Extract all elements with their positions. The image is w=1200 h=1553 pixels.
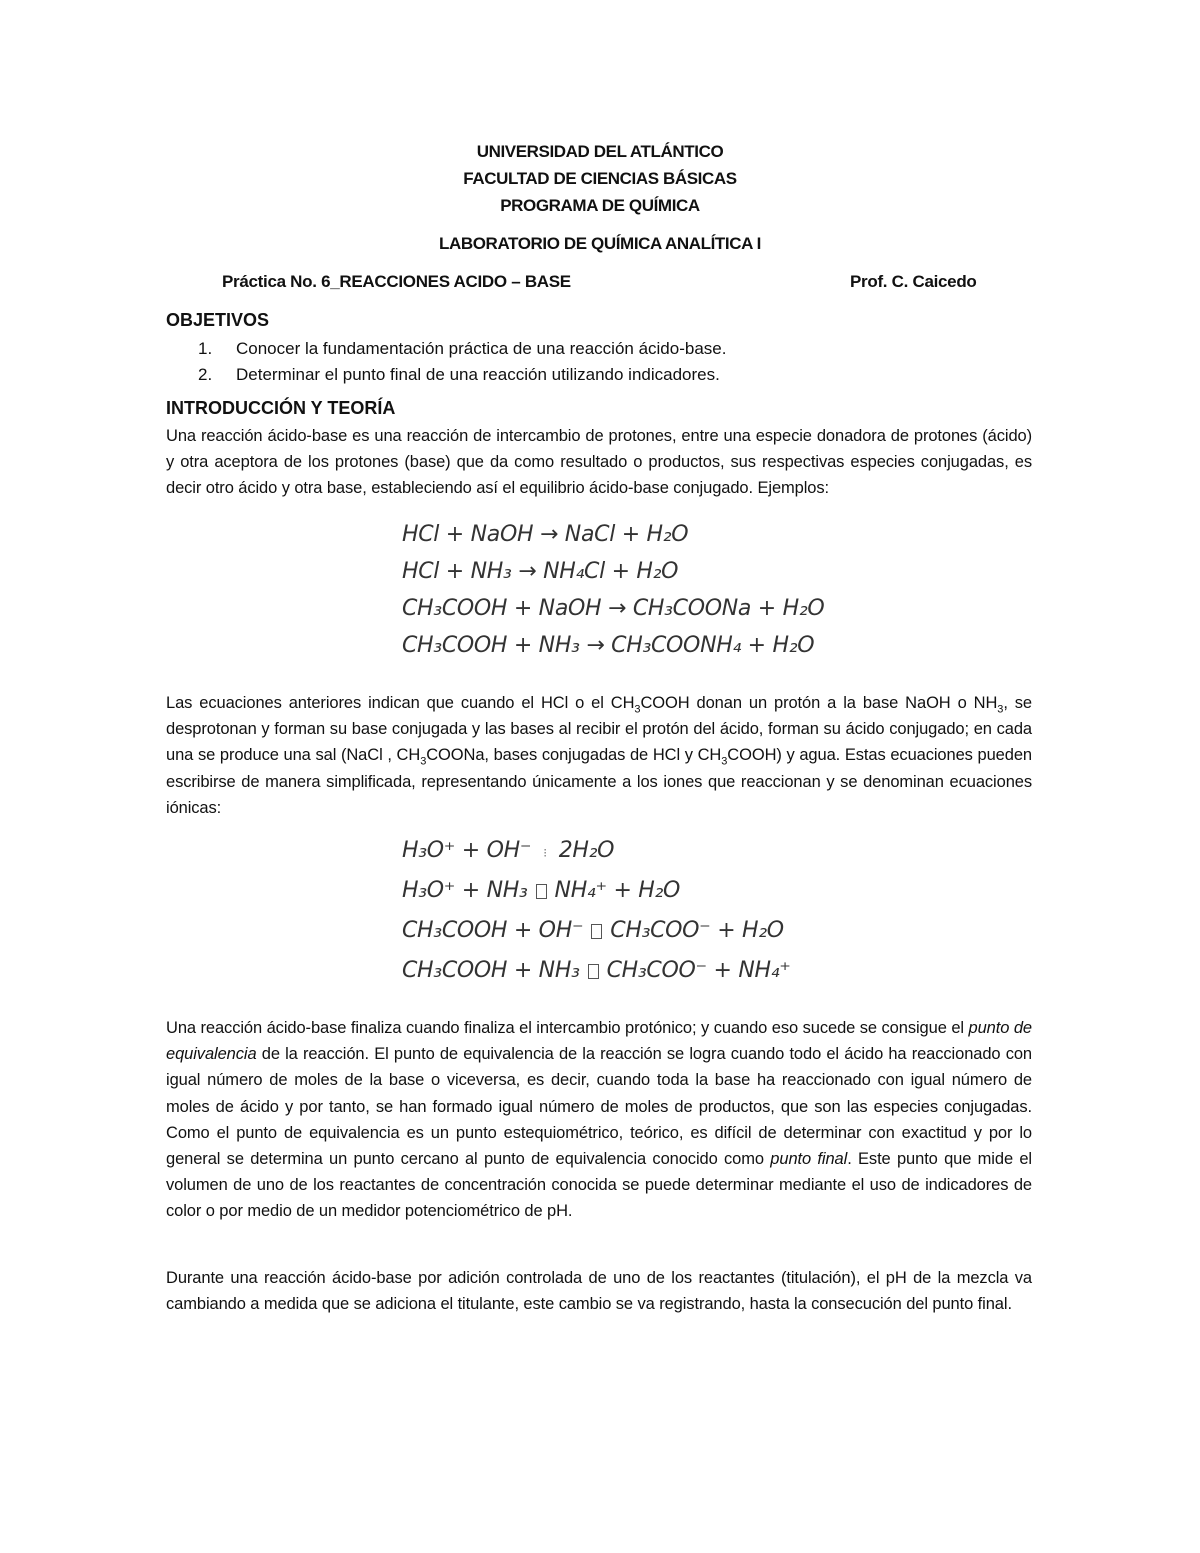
equation-molecular-3 [402,596,824,621]
equation-left: H₃O⁺ + NH₃ [402,878,528,903]
equation-ionic-1 [402,838,614,863]
equation-left: CH₃COOH + NH₃ [402,633,580,658]
objectives-list [198,336,726,388]
university-name: UNIVERSIDAD DEL ATLÁNTICO [476,142,724,161]
equation-right: CH₃COO⁻ + NH₄⁺ [606,958,791,983]
intro-paragraph-3: Una reacción ácido-base finaliza cuando finaliza el intercambio protónico; y cuando eso sucede se consigue el punto de equivalencia de la reacción. El punto de equivalencia de la reacción se logra cuando todo el ácido ha reaccionado con igual número de moles de la base o viceversa, es decir, cuando toda la base ha reaccionado con igual número de moles de ácido y por tanto, se han formado igual número de moles de productos, que son las especies conjugadas. Como el punto de equivalencia es un punto estequiométrico, teórico, es difícil de determinar con exactitud y por lo general se determina un punto cercano al punto de equivalencia conocido como punto final. Este punto que mide el volumen de uno de los reactantes de concentración conocida se puede determinar mediante el uso de indicadores de color o por medio de un medidor potenciométrico de pH. [166,1019,1032,1221]
equation-symbol: ⁝ [543,846,547,860]
equation-ionic-3 [402,918,784,943]
equation-molecular-1 [402,522,688,547]
list-text: Determinar el punto final de una reacción utilizando indicadores. [236,365,720,384]
equation-right: 2H₂O [558,838,615,863]
equation-right: CH₃COO⁻ + H₂O [610,918,784,943]
intro-paragraph-1: Una reacción ácido-base es una reacción de intercambio de protones, entre una especie donadora de protones (ácido) y otra aceptora de los protones (base) que da como resultado o productos, sus respectivas especies conjugadas, es decir otro ácido y otra base, estableciendo así el equilibrio ácido-base conjugado. Ejemplos: [166,427,1032,498]
missing-glyph-icon [591,924,602,939]
equation-left: CH₃COOH + OH⁻ [402,918,584,943]
practice-title: Práctica No. 6_REACCIONES ACIDO – BASE [222,272,571,291]
reaction-arrow: → [518,559,537,584]
intro-heading: INTRODUCCIÓN Y TEORÍA [166,398,396,418]
objectives-heading: OBJETIVOS [166,310,270,330]
equation-molecular-2 [402,559,678,584]
intro-paragraph-2: Las ecuaciones anteriores indican que cuando el HCl o el $CH_3COOH$ donan un protón a la base NaOH o $NH_3$, se desprotonan y forman su base conjugada y las bases al recibir el protón del ácido, forman su ácido conjugado; en cada una se produce una sal (NaCl , $CH_3COONa$, bases conjugadas de HCl y $CH_3COOH$) y agua. Estas ecuaciones pueden escribirse de manera simplificada, representando únicamente a los iones que reaccionan y se denominan ecuaciones iónicas: [166,694,1032,817]
program-name: PROGRAMA DE QUÍMICA [500,196,700,215]
missing-glyph-icon [536,884,547,899]
lab-name: LABORATORIO DE QUÍMICA ANALÍTICA I [439,234,761,253]
list-item [198,362,726,388]
equation-right: CH₃COONH₄ + H₂O [611,633,815,658]
equation-molecular-4 [402,633,814,658]
equation-left: HCl + NaOH [402,522,534,547]
faculty-name: FACULTAD DE CIENCIAS BÁSICAS [463,169,737,188]
equation-ionic-4 [402,958,791,983]
list-number: 2. [198,365,213,384]
equation-left: CH₃COOH + NH₃ [402,958,580,983]
list-text: Conocer la fundamentación práctica de una reacción ácido-base. [236,339,727,358]
equation-right: NaCl + H₂O [564,522,689,547]
equation-left: CH₃COOH + NaOH [402,596,602,621]
equation-left: H₃O⁺ + OH⁻ [402,838,532,863]
reaction-arrow: → [607,596,627,621]
reaction-arrow: → [586,633,605,658]
equation-right: NH₄⁺ + H₂O [554,878,681,903]
equation-right: NH₄Cl + H₂O [543,559,679,584]
reaction-arrow: → [539,522,559,547]
list-item [198,336,726,362]
missing-glyph-icon [588,964,599,979]
professor-name: Prof. C. Caicedo [850,272,977,291]
equation-ionic-2 [402,878,680,903]
equation-left: HCl + NH₃ [402,559,512,584]
intro-paragraph-4: Durante una reacción ácido-base por adición controlada de uno de los reactantes (titulación), el pH de la mezcla va cambiando a medida que se adiciona el titulante, este cambio se va registrando, hasta la consecución del punto final. [166,1269,1032,1314]
equation-right: CH₃COONa + H₂O [632,596,825,621]
list-number: 1. [198,339,213,358]
